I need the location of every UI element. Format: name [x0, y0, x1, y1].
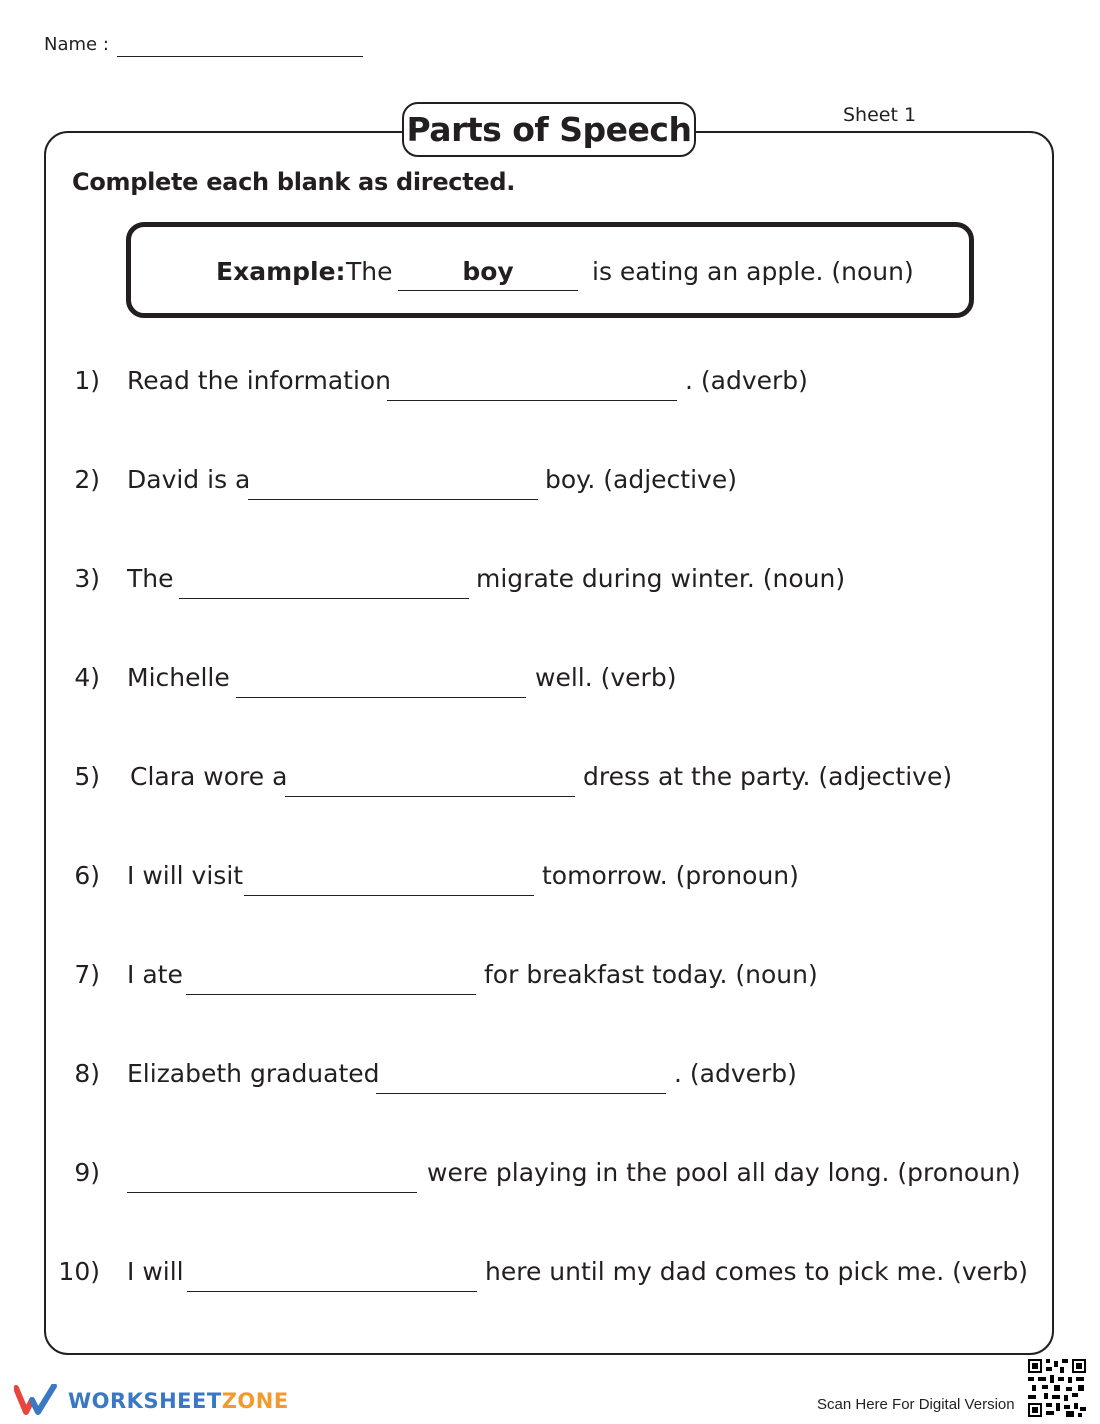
question-number: 6): [74, 861, 100, 890]
question-text-before: I ate: [127, 960, 183, 989]
question-text-after: boy. (adjective): [545, 465, 737, 494]
question-text-before: I will visit: [127, 861, 244, 890]
example-label: Example:: [216, 257, 346, 286]
question-text-before: Clara wore a: [130, 762, 288, 791]
question-text-before: Michelle: [127, 663, 230, 692]
question-text-before: Read the information: [127, 366, 392, 395]
question-row: [0, 465, 1100, 505]
qr-code-icon[interactable]: [1028, 1359, 1086, 1417]
answer-blank[interactable]: [179, 598, 469, 599]
question-row: [0, 564, 1100, 604]
question-number: 3): [74, 564, 100, 593]
question-text-before: I will: [127, 1257, 184, 1286]
brand-name: [68, 1389, 289, 1413]
example-blank-line: [398, 290, 578, 291]
example-answer: boy: [462, 257, 514, 286]
question-row: [0, 366, 1100, 406]
answer-blank[interactable]: [387, 400, 677, 401]
question-text-before: David is a: [127, 465, 251, 494]
question-number: 2): [74, 465, 100, 494]
question-number: 7): [74, 960, 100, 989]
worksheetzone-logo: [14, 1384, 289, 1416]
question-row: [0, 1059, 1100, 1099]
answer-blank[interactable]: [248, 499, 538, 500]
sheet-number: Sheet 1: [843, 104, 917, 126]
question-text-after: were playing in the pool all day long. (pronoun): [427, 1158, 1021, 1187]
question-text-before: The: [127, 564, 174, 593]
question-number: 5): [74, 762, 100, 791]
answer-blank[interactable]: [186, 994, 476, 995]
example-box: [126, 222, 974, 318]
question-text-after: here until my dad comes to pick me. (verb): [485, 1257, 1028, 1286]
question-text-after: well. (verb): [535, 663, 677, 692]
brand-name-part2: ZONE: [221, 1389, 289, 1413]
answer-blank[interactable]: [127, 1192, 417, 1193]
answer-blank[interactable]: [236, 697, 526, 698]
question-number: 10): [58, 1257, 100, 1286]
brand-name-part1: WORKSHEET: [68, 1389, 222, 1413]
question-text-after: tomorrow. (pronoun): [542, 861, 799, 890]
question-number: 4): [74, 663, 100, 692]
scan-caption: Scan Here For Digital Version: [817, 1396, 1015, 1413]
name-blank[interactable]: [117, 56, 363, 57]
answer-blank[interactable]: [285, 796, 575, 797]
question-number: 8): [74, 1059, 100, 1088]
name-label: Name :: [44, 34, 109, 55]
example-before: The: [346, 257, 393, 286]
worksheetzone-logo-icon: [14, 1384, 60, 1416]
question-text-after: for breakfast today. (noun): [484, 960, 818, 989]
question-row: [0, 1158, 1100, 1198]
example-after: is eating an apple. (noun): [592, 257, 914, 286]
answer-blank[interactable]: [244, 895, 534, 896]
answer-blank[interactable]: [187, 1291, 477, 1292]
question-row: [0, 762, 1100, 802]
question-text-after: . (adverb): [685, 366, 808, 395]
answer-blank[interactable]: [376, 1093, 666, 1094]
instructions: Complete each blank as directed.: [72, 168, 516, 196]
question-text-after: dress at the party. (adjective): [583, 762, 953, 791]
question-row: [0, 1257, 1100, 1297]
question-row: [0, 663, 1100, 703]
question-text-before: Elizabeth graduated: [127, 1059, 380, 1088]
question-text-after: . (adverb): [674, 1059, 797, 1088]
question-text-after: migrate during winter. (noun): [476, 564, 846, 593]
question-row: [0, 960, 1100, 1000]
question-number: 9): [74, 1158, 100, 1187]
title-text: Parts of Speech: [406, 110, 692, 149]
question-row: [0, 861, 1100, 901]
question-number: 1): [74, 366, 100, 395]
worksheet-title: [402, 102, 696, 157]
